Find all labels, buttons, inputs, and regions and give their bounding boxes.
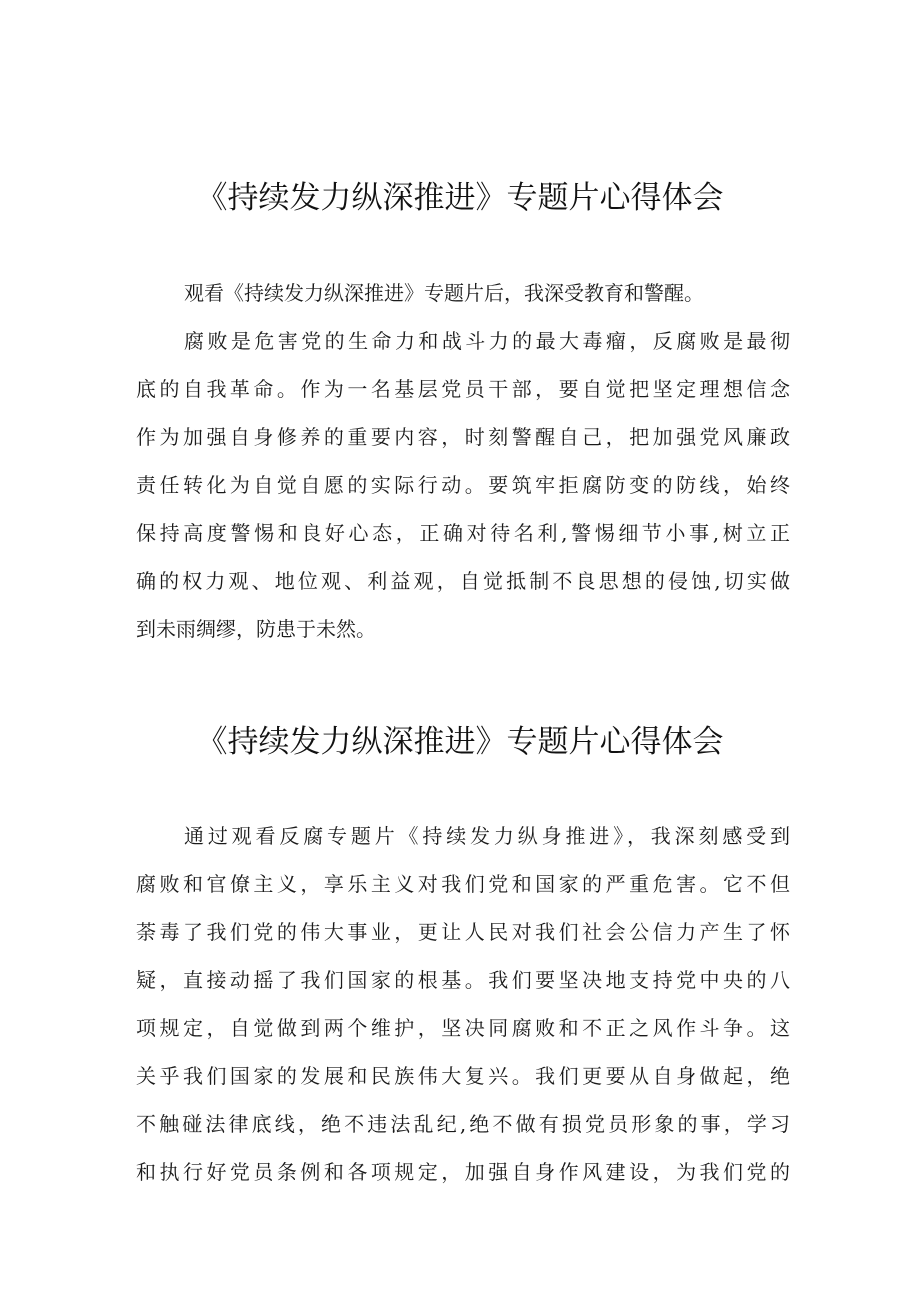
section-2-title: 《持续发力纵深推进》专题片心得体会 (196, 724, 724, 760)
text-line: 作为加强自身修养的重要内容，时刻警醒自己，把加强党风廉政 (136, 425, 790, 449)
text-line: 保持高度警惕和良好心态，正确对待名利,警惕细节小事,树立正 (136, 521, 790, 545)
text-line: 荼毒了我们党的伟大事业，更让人民对我们社会公信力产生了怀 (136, 920, 790, 944)
text-line: 关乎我们国家的发展和民族伟大复兴。我们更要从自身做起，绝 (136, 1064, 790, 1088)
section-1-paragraph-1 (136, 269, 790, 317)
section-2-paragraph-1 (136, 812, 790, 1196)
text-line: 腐败和官僚主义，享乐主义对我们党和国家的严重危害。它不但 (136, 872, 790, 896)
text-line: 通过观看反腐专题片《持续发力纵身推进》，我深刻感受到 (184, 824, 790, 848)
text-line: 观看《持续发力纵深推进》专题片后，我深受教育和警醒。 (184, 281, 704, 305)
section-1-paragraph-2 (136, 317, 790, 653)
text-line: 不触碰法律底线，绝不违法乱纪,绝不做有损党员形象的事，学习 (136, 1112, 790, 1136)
text-line: 确的权力观、地位观、利益观，自觉抵制不良思想的侵蚀,切实做 (136, 569, 790, 593)
text-line: 腐败是危害党的生命力和战斗力的最大毒瘤，反腐败是最彻 (184, 329, 790, 353)
text-line: 项规定，自觉做到两个维护，坚决同腐败和不正之风作斗争。这 (136, 1016, 790, 1040)
text-line: 疑，直接动摇了我们国家的根基。我们要坚决地支持党中央的八 (136, 968, 790, 992)
text-line: 底的自我革命。作为一名基层党员干部，要自觉把坚定理想信念 (136, 377, 790, 401)
text-line: 责任转化为自觉自愿的实际行动。要筑牢拒腐防变的防线，始终 (136, 473, 790, 497)
text-line: 和执行好党员条例和各项规定，加强自身作风建设，为我们党的 (136, 1160, 790, 1184)
text-line: 到未雨绸缪，防患于未然。 (136, 617, 376, 641)
section-1-title: 《持续发力纵深推进》专题片心得体会 (196, 180, 724, 216)
